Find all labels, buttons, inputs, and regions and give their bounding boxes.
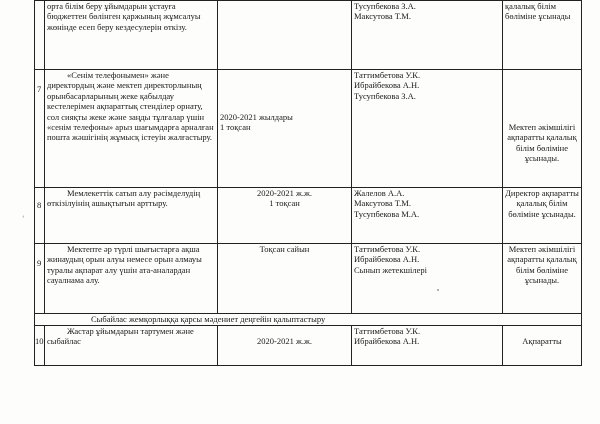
result-cell: [503, 188, 582, 244]
executors-cell: [352, 244, 503, 314]
period-text: Тоқсан сайын: [259, 244, 310, 254]
executors-text: Тусупбекова З.А. Максутова Т.М.: [354, 1, 416, 22]
section-title: Сыбайлас жемқорлыққа қарсы мәдениет деңгейін қалыптастыру: [35, 314, 582, 326]
result-cell: [503, 1, 582, 70]
executors-text: Таттимбетова У.К. Ибрайбекова А.Н.: [354, 326, 421, 347]
result-text: қалалық білім бөліміне ұсынады: [505, 1, 571, 22]
activity-text: Мектепте әр түрлі шығыстарға ақша жинаудың орын алуы немесе орын алмауы туралы ақпарат алу үшін ата-аналардан сауалнама алу.: [47, 244, 202, 286]
row-number: [35, 244, 45, 314]
row-number: [35, 1, 45, 70]
activity-cell: [45, 244, 218, 314]
result-text: Директор ақпаратты қалалық білім бөліміне ұсынады.: [505, 188, 579, 219]
row-number-text: 7: [37, 84, 42, 94]
table-row: [35, 1, 582, 70]
executors-cell: [352, 326, 503, 366]
table-row: [35, 70, 582, 188]
period-cell: [218, 1, 352, 70]
table-row: [35, 326, 582, 366]
executors-text: Жалелов А.А. Максутова Т.М. Тусупбекова М.А.: [354, 188, 420, 219]
result-cell: [503, 326, 582, 366]
result-text: Мектеп әкімшілігі ақпаратты қалалық білім бөліміне ұсынады.: [507, 122, 577, 164]
section-row: [35, 314, 582, 326]
table-row: [35, 188, 582, 244]
activity-cell: [45, 326, 218, 366]
result-text: Ақпаратты: [522, 336, 562, 346]
activity-text: Жастар ұйымдарын тартумен және сыбайлас: [47, 326, 194, 347]
executors-text: Таттимбетова У.К. Ибрайбекова А.Н. Сынып жетекшілері: [354, 244, 427, 275]
activity-cell: [45, 70, 218, 188]
table-row: [35, 244, 582, 314]
row-number-text: 8: [37, 200, 42, 210]
period-cell: [218, 326, 352, 366]
executors-text: Таттимбетова У.К. Ибрайбекова А.Н. Тусупбекова З.А.: [354, 70, 421, 101]
executors-cell: [352, 1, 503, 70]
activity-text: орта білім беру ұйымдарын ұстауға бюджеттен бөлінген қаржының жұмсалуы жөнінде есеп беру кездесулерін өткізу.: [47, 1, 201, 32]
executors-cell: [352, 188, 503, 244]
row-number-text: 10: [35, 336, 44, 346]
period-cell: [218, 70, 352, 188]
period-text: 2020-2021 жылдары 1 тоқсан: [220, 112, 293, 133]
scan-speck: [437, 289, 439, 291]
row-number: [35, 70, 45, 188]
activity-cell: [45, 1, 218, 70]
row-number: [35, 326, 45, 366]
period-text: 2020-2021 ж.ж. 1 тоқсан: [257, 188, 312, 209]
action-plan-table: [34, 0, 582, 366]
activity-cell: [45, 188, 218, 244]
row-number-text: 9: [37, 258, 42, 268]
result-cell: [503, 70, 582, 188]
period-cell: [218, 188, 352, 244]
margin-mark: ʻ: [22, 214, 25, 223]
result-text: Мектеп әкімшілігі ақпаратты қалалық білім бөліміне ұсынады.: [507, 244, 577, 286]
executors-cell: [352, 70, 503, 188]
activity-text: «Сенім телефонымен» және директордың және мектеп директорлының орынбасарларының жеке қабылдау кестелерімен ақпараттық стенділер орнату, сол сияқты жеке және заңды тұлғалар үшін «сенім телефоны» арыз шағымдарға арналған пошта жәшігінің жұмысқ істеуін жалғастыру.: [47, 70, 214, 143]
period-text: 2020-2021 ж.ж.: [257, 336, 312, 346]
period-cell: [218, 244, 352, 314]
result-cell: [503, 244, 582, 314]
row-number: [35, 188, 45, 244]
activity-text: Мемлекеттік сатып алу рәсімделудің өткізілуінің ашықтығын арттыру.: [47, 188, 201, 209]
